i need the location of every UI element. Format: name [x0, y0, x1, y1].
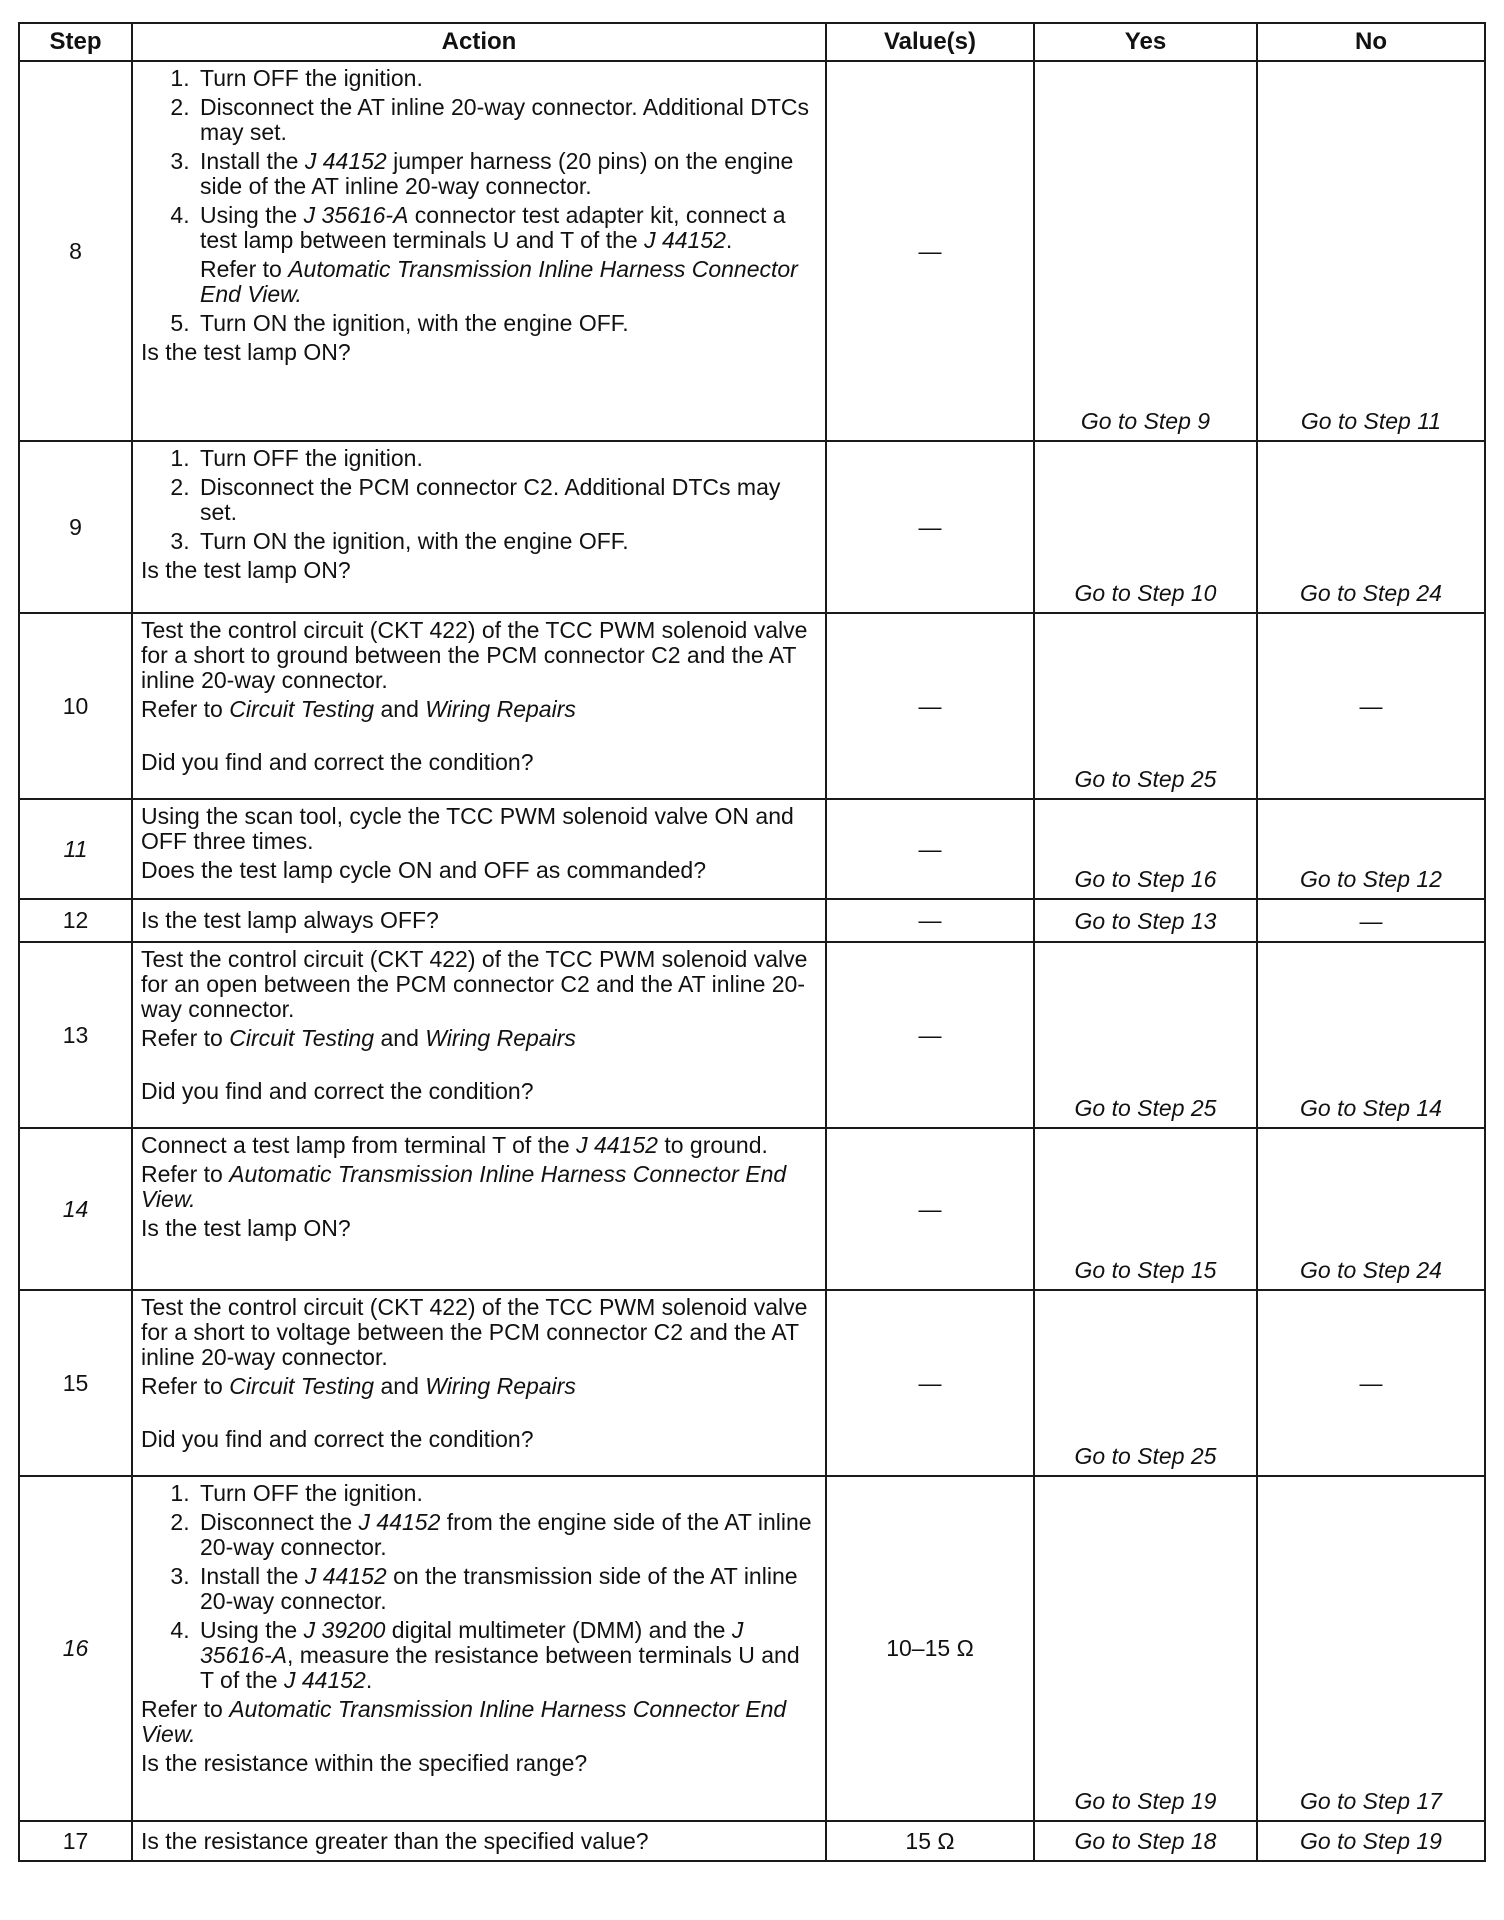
refer-note: Refer to Circuit Testing and Wiring Repairs — [141, 1025, 576, 1051]
no-cell: Go to Step 14 — [1257, 942, 1485, 1128]
diagnostic-table — [18, 22, 1486, 1862]
action-text: Test the control circuit (CKT 422) of the TCC PWM solenoid valve for an open between the PCM connector C2 and the AT inline 20-way connector. — [141, 946, 808, 1022]
question-text: Did you find and correct the condition? — [141, 1426, 534, 1452]
header-step: Step — [19, 23, 132, 61]
action-cell — [132, 1821, 826, 1861]
action-cell — [132, 1290, 826, 1476]
no-cell: Go to Step 17 — [1257, 1476, 1485, 1821]
yes-cell: Go to Step 25 — [1034, 1290, 1257, 1476]
yes-cell: Go to Step 10 — [1034, 441, 1257, 613]
doc-reference: Circuit Testing — [229, 696, 375, 722]
refer-note: Refer to Automatic Transmission Inline Harness Connector End View. — [200, 256, 798, 307]
refer-note: Refer to Automatic Transmission Inline Harness Connector End View. — [141, 1161, 787, 1212]
yes-cell: Go to Step 16 — [1034, 799, 1257, 899]
value-cell: 10–15 Ω — [826, 1476, 1034, 1821]
table-row — [19, 441, 1485, 613]
step-number: 13 — [19, 942, 132, 1128]
list-item: 2. Disconnect the AT inline 20-way connector. Additional DTCs may set. — [196, 95, 815, 145]
refer-note: Refer to Circuit Testing and Wiring Repairs — [141, 696, 576, 722]
yes-cell: Go to Step 15 — [1034, 1128, 1257, 1290]
action-cell — [132, 61, 826, 441]
doc-reference: Wiring Repairs — [425, 696, 576, 722]
value-cell: — — [826, 613, 1034, 799]
tool-reference: J 44152 — [644, 227, 726, 253]
tool-reference: J 39200 — [303, 1617, 386, 1643]
step-number: 8 — [19, 61, 132, 441]
step-number: 16 — [19, 1476, 132, 1821]
question-text: Is the test lamp ON? — [141, 1215, 351, 1241]
yes-cell: Go to Step 25 — [1034, 613, 1257, 799]
no-cell: Go to Step 24 — [1257, 441, 1485, 613]
question-text: Does the test lamp cycle ON and OFF as commanded? — [141, 857, 707, 883]
question-text: Is the test lamp ON? — [141, 557, 351, 583]
table-row — [19, 799, 1485, 899]
step-number: 15 — [19, 1290, 132, 1476]
tool-reference: J 35616-A — [303, 202, 409, 228]
action-cell — [132, 799, 826, 899]
action-cell — [132, 942, 826, 1128]
step-number: 10 — [19, 613, 132, 799]
header-yes: Yes — [1034, 23, 1257, 61]
action-list — [141, 1481, 815, 1693]
value-cell: — — [826, 1290, 1034, 1476]
no-cell: — — [1257, 899, 1485, 942]
yes-cell: Go to Step 25 — [1034, 942, 1257, 1128]
no-cell: Go to Step 11 — [1257, 61, 1485, 441]
table-row — [19, 61, 1485, 441]
no-cell: — — [1257, 1290, 1485, 1476]
yes-cell: Go to Step 18 — [1034, 1821, 1257, 1861]
step-number: 11 — [19, 799, 132, 899]
value-cell: — — [826, 1128, 1034, 1290]
table-row — [19, 1128, 1485, 1290]
action-text: Test the control circuit (CKT 422) of the TCC PWM solenoid valve for a short to ground between the PCM connector C2 and the AT inline 20-way connector. — [141, 617, 808, 693]
tool-reference: J 44152 — [283, 1667, 366, 1693]
table-row — [19, 613, 1485, 799]
value-cell: — — [826, 899, 1034, 942]
header-no: No — [1257, 23, 1485, 61]
tool-reference: J 44152 — [576, 1132, 658, 1158]
list-item: 1. Turn OFF the ignition. — [196, 1481, 815, 1506]
action-cell — [132, 441, 826, 613]
table-row — [19, 899, 1485, 942]
step-number: 17 — [19, 1821, 132, 1861]
action-cell — [132, 613, 826, 799]
list-item: 2. Disconnect the J 44152 from the engine side of the AT inline 20-way connector. — [196, 1510, 815, 1560]
doc-reference: Wiring Repairs — [425, 1373, 576, 1399]
tool-reference: J 44152 — [358, 1509, 441, 1535]
doc-reference: Wiring Repairs — [425, 1025, 576, 1051]
doc-reference: Automatic Transmission Inline Harness Connector End View. — [141, 1696, 787, 1747]
value-cell: — — [826, 61, 1034, 441]
doc-reference: Circuit Testing — [229, 1025, 375, 1051]
question-text: Is the resistance greater than the specified value? — [141, 1827, 649, 1854]
question-text: Is the test lamp ON? — [141, 339, 351, 365]
doc-reference: Automatic Transmission Inline Harness Connector End View. — [141, 1161, 787, 1212]
doc-reference: Circuit Testing — [229, 1373, 375, 1399]
question-text: Is the test lamp always OFF? — [141, 907, 439, 933]
action-cell — [132, 1476, 826, 1821]
tool-reference: J 44152 — [304, 148, 387, 174]
value-cell: — — [826, 942, 1034, 1128]
action-list — [141, 66, 815, 253]
yes-cell: Go to Step 19 — [1034, 1476, 1257, 1821]
step-number: 12 — [19, 899, 132, 942]
question-text: Did you find and correct the condition? — [141, 749, 534, 775]
value-cell: — — [826, 441, 1034, 613]
list-item: 3. Install the J 44152 jumper harness (20 pins) on the engine side of the AT inline 20-way connector. — [196, 149, 815, 199]
no-cell: — — [1257, 613, 1485, 799]
action-cell — [132, 1128, 826, 1290]
yes-cell: Go to Step 13 — [1034, 899, 1257, 942]
list-item: 4. Using the J 35616-A connector test adapter kit, connect a test lamp between terminals U and T of the J 44152. — [196, 203, 815, 253]
list-item: 5. Turn ON the ignition, with the engine OFF. — [196, 311, 815, 336]
action-cell — [132, 899, 826, 942]
table-row — [19, 1290, 1485, 1476]
no-cell: Go to Step 24 — [1257, 1128, 1485, 1290]
list-item: 2. Disconnect the PCM connector C2. Additional DTCs may set. — [196, 475, 815, 525]
table-row — [19, 942, 1485, 1128]
question-text: Is the resistance within the specified range? — [141, 1750, 588, 1776]
table-row — [19, 1821, 1485, 1861]
step-number: 9 — [19, 441, 132, 613]
header-values: Value(s) — [826, 23, 1034, 61]
list-item: 4. Using the J 39200 digital multimeter (DMM) and the J 35616-A, measure the resistance between terminals U and T of the J 44152. — [196, 1618, 815, 1693]
refer-note: Refer to Automatic Transmission Inline Harness Connector End View. — [141, 1696, 787, 1747]
diagnostic-table-page — [18, 22, 1484, 1862]
action-text: Test the control circuit (CKT 422) of the TCC PWM solenoid valve for a short to voltage between the PCM connector C2 and the AT inline 20-way connector. — [141, 1294, 808, 1370]
list-item: 1. Turn OFF the ignition. — [196, 66, 815, 91]
tool-reference: J 44152 — [304, 1563, 387, 1589]
table-row — [19, 1476, 1485, 1821]
yes-cell: Go to Step 9 — [1034, 61, 1257, 441]
action-list — [141, 446, 815, 554]
tool-reference: J 35616-A — [200, 1617, 744, 1668]
header-row — [19, 23, 1485, 61]
list-item: 1. Turn OFF the ignition. — [196, 446, 815, 471]
value-cell: — — [826, 799, 1034, 899]
action-text: Connect a test lamp from terminal T of the J 44152 to ground. — [141, 1132, 768, 1158]
header-action: Action — [132, 23, 826, 61]
list-item: 3. Install the J 44152 on the transmission side of the AT inline 20-way connector. — [196, 1564, 815, 1614]
list-item: 3. Turn ON the ignition, with the engine OFF. — [196, 529, 815, 554]
action-text: Using the scan tool, cycle the TCC PWM solenoid valve ON and OFF three times. — [141, 803, 794, 854]
step-number: 14 — [19, 1128, 132, 1290]
doc-reference: Automatic Transmission Inline Harness Connector End View. — [200, 256, 798, 307]
no-cell: Go to Step 19 — [1257, 1821, 1485, 1861]
action-list — [141, 311, 815, 336]
question-text: Did you find and correct the condition? — [141, 1078, 534, 1104]
value-cell: 15 Ω — [826, 1821, 1034, 1861]
no-cell: Go to Step 12 — [1257, 799, 1485, 899]
refer-note: Refer to Circuit Testing and Wiring Repairs — [141, 1373, 576, 1399]
